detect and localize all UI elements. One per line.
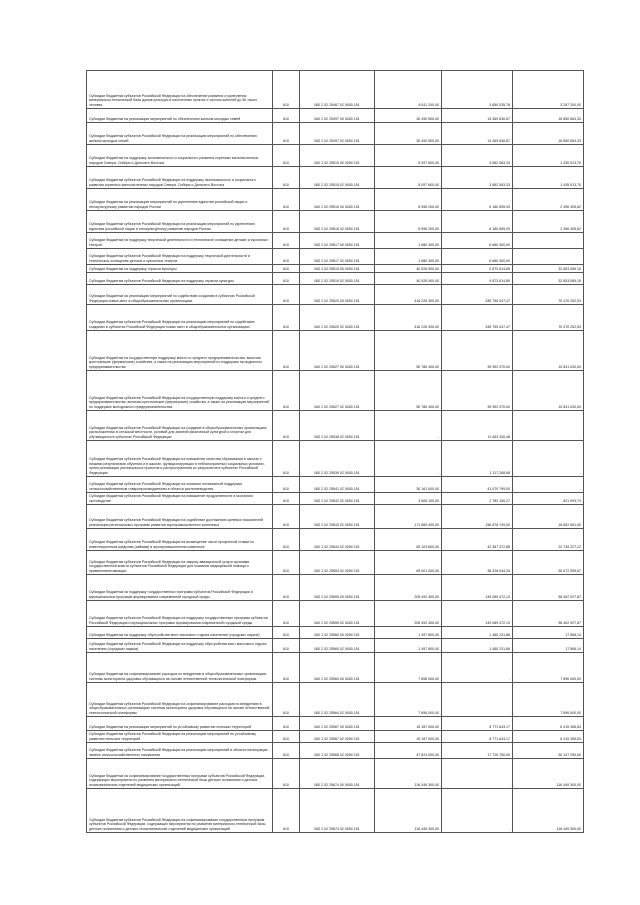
row-budget-code: 000 2 02 25527 00 0000 151 xyxy=(300,331,375,371)
row-approved-amount: 3 605 100,00 xyxy=(375,493,442,505)
row-approved-amount: 416 226 300,00 xyxy=(375,285,442,305)
row-budget-code: 000 2 02 25554 02 0000 151 xyxy=(300,551,375,575)
row-budget-code: 000 2 02 25519 00 0000 151 xyxy=(300,265,375,273)
row-admin-code: 610 xyxy=(273,683,300,717)
row-description: Субсидии бюджетам на поддержку отрасли культуры xyxy=(87,265,273,273)
table-row xyxy=(87,265,584,273)
table-row xyxy=(87,627,584,639)
table-row xyxy=(87,717,584,731)
table-row xyxy=(87,601,584,627)
row-admin-code: 610 xyxy=(273,639,300,653)
row-approved-amount: 8 611 200,00 xyxy=(375,71,442,109)
row-remaining-amount: 7 896 000,00 xyxy=(513,653,584,683)
row-approved-amount: 416 226 300,00 xyxy=(375,305,442,331)
row-approved-amount: 50 780 400,00 xyxy=(375,371,442,411)
table-row xyxy=(87,441,584,477)
table-row xyxy=(87,411,584,441)
table-row xyxy=(87,743,584,759)
row-description: Субсидии бюджетам на реализацию мероприятий по обеспечению жильем молодых семей xyxy=(87,109,273,123)
row-approved-amount: 1 497 800,00 xyxy=(375,639,442,653)
row-admin-code: 610 xyxy=(273,653,300,683)
table-row xyxy=(87,167,584,189)
row-budget-code: 000 2 02 25543 02 0000 151 xyxy=(300,505,375,529)
row-description: Субсидии бюджетам субъектов Российской Федерации на создание в общеобразовательных организациях, расположенных в сельской местности, условий для занятий физической культурой и спортом для обучающихся в субъектах Российской Федерации xyxy=(87,411,273,441)
row-remaining-amount: 3 287 200,00 xyxy=(513,71,584,109)
row-budget-code: 000 2 02 25541 02 0000 151 xyxy=(300,477,375,493)
row-admin-code: 610 xyxy=(273,285,300,305)
table-row xyxy=(87,189,584,211)
row-description: Субсидии бюджетам на поддержку творческой деятельности и техническое оснащение детских и кукольных театров xyxy=(87,233,273,249)
row-budget-code: 000 2 02 25564 02 0000 151 xyxy=(300,683,375,717)
row-approved-amount: 5 097 600,00 xyxy=(375,145,442,167)
row-admin-code: 610 xyxy=(273,189,300,211)
row-approved-amount: 15 187 000,00 xyxy=(375,717,442,731)
row-admin-code: 610 xyxy=(273,371,300,411)
row-admin-code: 610 xyxy=(273,411,300,441)
row-remaining-amount: - xyxy=(513,411,584,441)
row-budget-code: 000 2 02 25516 00 0000 151 xyxy=(300,189,375,211)
row-budget-code: 000 2 02 25544 02 0000 151 xyxy=(300,529,375,551)
row-approved-amount: 1 497 800,00 xyxy=(375,627,442,639)
row-budget-code: 000 2 02 25555 02 0000 151 xyxy=(300,601,375,627)
row-admin-code: 610 xyxy=(273,71,300,109)
row-admin-code: 610 xyxy=(273,233,300,249)
table-row xyxy=(87,731,584,743)
row-budget-code: 000 2 02 25520 00 0000 151 xyxy=(300,285,375,305)
table-row xyxy=(87,477,584,493)
row-executed-amount: 39 952 370,00 xyxy=(442,371,513,411)
row-executed-amount: 3 682 083,33 xyxy=(442,145,513,167)
row-admin-code: 610 xyxy=(273,627,300,639)
row-admin-code: 610 xyxy=(273,493,300,505)
row-description: Субсидии бюджетам субъектов Российской Федерации на реализацию мероприятий по укреплению единства российской нации и этнокультурному развитию народов России xyxy=(87,211,273,233)
row-description: Субсидии бюджетам на софинансирование расходов по внедрению в общеобразовательных организациях системы мониторинга здоровья обучающихся на основе отечественной технологической платформы xyxy=(87,653,273,683)
row-approved-amount: 8 596 200,00 xyxy=(375,189,442,211)
row-admin-code: 610 xyxy=(273,731,300,743)
row-admin-code: 610 xyxy=(273,167,300,189)
row-executed-amount: 149 089 472,13 xyxy=(442,601,513,627)
row-description: Субсидии бюджетам субъектов Российской Федерации на поддержку государственных программ субъектов Российской Федерации и муниципальных программ формирования современной городской среды xyxy=(87,601,273,627)
table-row xyxy=(87,759,584,789)
row-description: Субсидии бюджетам на поддержку государственных программ субъектов Российской Федерации и муниципальных программ формирования современной городской среды xyxy=(87,575,273,601)
row-remaining-amount: 1 435 513,70 xyxy=(513,145,584,167)
row-admin-code: 610 xyxy=(273,759,300,789)
row-description: Субсидии бюджетам субъектов Российской Федерации на поддержку экономического и социального развития коренных малочисленных народов Севера, Сибири и Дальнего Востока xyxy=(87,167,273,189)
row-remaining-amount: 16 692 651,00 xyxy=(513,505,584,529)
row-remaining-amount: 17 568,14 xyxy=(513,627,584,639)
row-approved-amount: 7 896 000,00 xyxy=(375,653,442,683)
row-admin-code: 610 xyxy=(273,529,300,551)
row-description: Субсидии бюджетам на реализацию мероприятий по содействию созданию в субъектах Российской Федерации новых мест в общеобразовательных организациях xyxy=(87,285,273,305)
row-remaining-amount xyxy=(513,249,584,265)
row-remaining-amount: 56 402 927,87 xyxy=(513,575,584,601)
row-remaining-amount: 17 568,14 xyxy=(513,639,584,653)
row-remaining-amount: 10 831 030,00 xyxy=(513,331,584,371)
row-budget-code: 000 2 02 25517 00 0000 151 xyxy=(300,233,375,249)
row-executed-amount: 39 952 370,00 xyxy=(442,331,513,371)
row-description: Субсидии бюджетам субъектов Российской Федерации на реализацию мероприятий по устойчивому развитию сельских территорий xyxy=(87,731,273,743)
row-remaining-amount: - xyxy=(513,441,584,477)
row-approved-amount: 1 680 300,00 xyxy=(375,233,442,249)
row-admin-code: 610 xyxy=(273,477,300,493)
row-executed-amount: 6 180 895,93 xyxy=(442,189,513,211)
row-approved-amount: 69 001 000,00 xyxy=(375,551,442,575)
row-remaining-amount: 7 896 000,00 xyxy=(513,683,584,717)
row-executed-amount: 6 680 300,00 xyxy=(442,249,513,265)
table-row xyxy=(87,789,584,833)
row-description: Субсидии бюджетам на реализацию мероприятий по укреплению единства российской нации и этнокультурному развитию народов России xyxy=(87,189,273,211)
row-approved-amount: 40 526 900,00 xyxy=(375,265,442,273)
row-budget-code: 000 2 02 25567 02 0000 151 xyxy=(300,731,375,743)
row-executed-amount: 6 180 895,93 xyxy=(442,211,513,233)
row-executed-amount: 9 873 814,85 xyxy=(442,273,513,285)
row-remaining-amount: 56 402 927,87 xyxy=(513,601,584,627)
row-executed-amount: 345 755 047,47 xyxy=(442,285,513,305)
row-executed-amount: - xyxy=(442,789,513,833)
row-remaining-amount: 6 415 356,83 xyxy=(513,731,584,743)
table-row xyxy=(87,233,584,249)
row-remaining-amount: 16 850 664,33 xyxy=(513,109,584,123)
row-admin-code: 610 xyxy=(273,249,300,265)
row-approved-amount: 1 680 300,00 xyxy=(375,249,442,265)
row-approved-amount: 30 490 500,00 xyxy=(375,123,442,145)
row-executed-amount: 13 469 836,87 xyxy=(442,109,513,123)
table-row xyxy=(87,305,584,331)
row-approved-amount: 30 161 000,00 xyxy=(375,477,442,493)
row-remaining-amount: 2 396 305,62 xyxy=(513,189,584,211)
table-row xyxy=(87,529,584,551)
row-approved-amount: 205 492 400,00 xyxy=(375,601,442,627)
table-row xyxy=(87,575,584,601)
table-row xyxy=(87,653,584,683)
row-admin-code: 610 xyxy=(273,743,300,759)
row-executed-amount: 149 089 472,13 xyxy=(442,575,513,601)
row-executed-amount: 3 682 083,33 xyxy=(442,167,513,189)
row-approved-amount: 5 097 600,00 xyxy=(375,167,442,189)
row-remaining-amount: 32 653 085,15 xyxy=(513,265,584,273)
row-approved-amount: 171 569 400,00 xyxy=(375,505,442,529)
table-row xyxy=(87,371,584,411)
row-approved-amount: 116 449 300,00 xyxy=(375,789,442,833)
row-budget-code: 000 2 02 25527 02 0000 151 xyxy=(300,371,375,411)
row-admin-code: 610 xyxy=(273,575,300,601)
row-approved-amount: 30 490 500,00 xyxy=(375,109,442,123)
row-approved-amount: - xyxy=(375,441,442,477)
row-executed-amount: 156 876 749,00 xyxy=(442,505,513,529)
row-executed-amount: 13 469 836,87 xyxy=(442,123,513,145)
row-remaining-amount: 30 147 250,00 xyxy=(513,743,584,759)
row-budget-code: 000 2 02 25497 00 0000 151 xyxy=(300,109,375,123)
row-admin-code: 610 xyxy=(273,505,300,529)
row-executed-amount: 1 480 231,86 xyxy=(442,639,513,653)
row-budget-code: 000 2 02 25542 02 0000 151 xyxy=(300,493,375,505)
row-budget-code: 000 2 02 25560 00 0000 151 xyxy=(300,627,375,639)
row-remaining-amount: 6 415 356,83 xyxy=(513,717,584,731)
row-description: Субсидии бюджетам субъектов Российской Федерации на государственную поддержку малого и среднего предпринимательства, включая крестьянские (фермерские) хозяйства, а также на реализацию мероприятий по поддержке молодежного предпринимательства xyxy=(87,371,273,411)
row-budget-code: 000 2 02 25568 02 0000 151 xyxy=(300,743,375,759)
table-row xyxy=(87,249,584,265)
row-description: Субсидии бюджетам субъектов Российской Федерации на повышение продуктивности в молочном скотоводстве xyxy=(87,493,273,505)
row-remaining-amount: 32 653 085,15 xyxy=(513,273,584,285)
row-admin-code: 610 xyxy=(273,145,300,167)
row-budget-code: 000 2 02 25674 00 0000 151 xyxy=(300,759,375,789)
row-executed-amount: 345 755 047,47 xyxy=(442,305,513,331)
row-approved-amount: 7 896 000,00 xyxy=(375,683,442,717)
row-executed-amount: 9 873 814,85 xyxy=(442,265,513,273)
table-row xyxy=(87,639,584,653)
row-remaining-amount: 22 736 227,12 xyxy=(513,529,584,551)
row-approved-amount: 8 596 200,00 xyxy=(375,211,442,233)
row-description: Субсидии бюджетам субъектов Российской Федерации на софинансирование государственных программ субъектов Российской Федерации, содержащих мероприятия по развитию материально-технической базы детских поликлиник и детских поликлинических отделений медицинских организаций xyxy=(87,789,273,833)
row-description: Субсидии бюджетам на поддержку обустройства мест массового отдыха населения (городских парков) xyxy=(87,627,273,639)
row-executed-amount: 1 480 231,86 xyxy=(442,627,513,639)
row-budget-code: 000 2 02 25674 02 0000 151 xyxy=(300,789,375,833)
table-row xyxy=(87,505,584,529)
row-approved-amount: 205 492 400,00 xyxy=(375,575,442,601)
row-executed-amount: 38 328 044,33 xyxy=(442,551,513,575)
row-executed-amount: 41 079 799,00 xyxy=(442,477,513,493)
row-budget-code: 000 2 02 25517 02 0000 151 xyxy=(300,249,375,265)
row-admin-code: 610 xyxy=(273,331,300,371)
row-executed-amount: 17 726 750,00 xyxy=(442,743,513,759)
table-row xyxy=(87,493,584,505)
row-executed-amount: 1 117 268,68 xyxy=(442,441,513,477)
row-budget-code: 000 2 02 25515 02 0000 151 xyxy=(300,167,375,189)
table-row xyxy=(87,123,584,145)
table-row xyxy=(87,145,584,167)
row-remaining-amount xyxy=(513,233,584,249)
row-approved-amount: 15 187 000,00 xyxy=(375,731,442,743)
row-approved-amount: 116 449 300,00 xyxy=(375,759,442,789)
row-budget-code: 000 2 02 25497 02 0000 151 xyxy=(300,123,375,145)
row-description: Субсидии бюджетам на софинансирование государственных программ субъектов Российской Федерации, содержащих мероприятия по развитию материально-технической базы детских поликлиник и детских поликлинических отделений медицинских организаций xyxy=(87,759,273,789)
row-description: Субсидии бюджетам субъектов Российской Федерации на поддержку обустройства мест массового отдыха населения (городских парков) xyxy=(87,639,273,653)
row-description: Субсидии бюджетам субъектов Российской Федерации на повышение качества образования в школах с низкими результатами обучения и в школах, функционирующих в неблагоприятных социальных условиях, путем реализации региональных проектов и распространения их результатов в субъектах Российской Федерации xyxy=(87,441,273,477)
row-description: Субсидии бюджетам субъектов Российской Федерации на софинансирование расходов по внедрению в общеобразовательных организациях системы мониторинга здоровья обучающихся на основе отечественной технологической платформы xyxy=(87,683,273,717)
row-admin-code: 610 xyxy=(273,441,300,477)
row-budget-code: 000 2 02 25519 02 0000 151 xyxy=(300,273,375,285)
row-description: Субсидии бюджетам на реализацию мероприятий по устойчивому развитию сельских территорий xyxy=(87,717,273,731)
row-executed-amount: - xyxy=(442,653,513,683)
row-description: Субсидии бюджетам субъектов Российской Федерации на содействие достижению целевых показателей реализации региональных программ развития агропромышленного комплекса xyxy=(87,505,273,529)
row-admin-code: 610 xyxy=(273,551,300,575)
row-description: Субсидии бюджетам субъектов Российской Федерации на оказание несвязанной поддержки сельскохозяйственным товаропроизводителям в области растениеводства xyxy=(87,477,273,493)
row-executed-amount: 2 783 106,27 xyxy=(442,493,513,505)
row-approved-amount: - xyxy=(375,411,442,441)
row-admin-code: 610 xyxy=(273,717,300,731)
report-page xyxy=(86,70,581,833)
row-approved-amount: 47 824 000,00 xyxy=(375,743,442,759)
row-description: Субсидии бюджетам на поддержку экономического и социального развития коренных малочисленных народов Севера, Сибири и Дальнего Востока xyxy=(87,145,273,167)
row-admin-code: 610 xyxy=(273,305,300,331)
row-remaining-amount: 116 449 300,00 xyxy=(513,789,584,833)
table-row xyxy=(87,683,584,717)
row-remaining-amount: 70 470 252,53 xyxy=(513,285,584,305)
row-remaining-amount: 16 850 664,33 xyxy=(513,123,584,145)
row-budget-code: 000 2 02 25538 02 0000 151 xyxy=(300,411,375,441)
row-executed-amount: 6 680 300,00 xyxy=(442,233,513,249)
row-admin-code: 610 xyxy=(273,265,300,273)
table-body xyxy=(87,71,584,833)
row-description: Субсидии бюджетам субъектов Российской Федерации на реализацию мероприятий в области мелиорации земель сельскохозяйственного назначения xyxy=(87,743,273,759)
row-executed-amount: - xyxy=(442,683,513,717)
row-remaining-amount: 10 831 030,00 xyxy=(513,371,584,411)
row-executed-amount: - xyxy=(442,759,513,789)
row-remaining-amount: 821 993,73 xyxy=(513,493,584,505)
row-approved-amount: 50 780 400,00 xyxy=(375,331,442,371)
row-admin-code: 610 xyxy=(273,109,300,123)
row-admin-code: 610 xyxy=(273,211,300,233)
row-approved-amount: 65 103 600,00 xyxy=(375,529,442,551)
row-remaining-amount: 1 435 513,70 xyxy=(513,167,584,189)
row-executed-amount: 8 771 643,17 xyxy=(442,717,513,731)
table-row xyxy=(87,211,584,233)
row-description: Субсидии бюджетам субъектов Российской Федерации на реализацию мероприятий по обеспечению жильем молодых семей xyxy=(87,123,273,145)
table-row xyxy=(87,109,584,123)
row-remaining-amount: 70 470 252,53 xyxy=(513,305,584,331)
row-budget-code: 000 2 02 25539 02 0000 151 xyxy=(300,441,375,477)
row-remaining-amount: 30 672 955,67 xyxy=(513,551,584,575)
row-executed-amount: 11 463 200,48 xyxy=(442,411,513,441)
row-budget-code: 000 2 02 25564 00 0000 151 xyxy=(300,653,375,683)
row-budget-code: 000 2 02 25560 02 0000 151 xyxy=(300,639,375,653)
table-row xyxy=(87,331,584,371)
row-budget-code: 000 2 02 25567 00 0000 151 xyxy=(300,717,375,731)
row-remaining-amount: 116 449 300,00 xyxy=(513,759,584,789)
row-description: Субсидии бюджетам субъектов Российской Федерации на возмещение части процентной ставки по инвестиционным кредитам (займам) в агропромышленном комплексе xyxy=(87,529,273,551)
table-row xyxy=(87,71,584,109)
row-description: Субсидии бюджетам субъектов Российской Федерации на обеспечение развития и укрепления материально-технической базы домов культуры в населенных пунктах с числом жителей до 50 тысяч человек xyxy=(87,71,273,109)
row-description: Субсидии бюджетам субъектов Российской Федерации на реализацию мероприятий по содействию созданию в субъектах Российской Федерации новых мест в общеобразовательных организациях xyxy=(87,305,273,331)
row-remaining-amount: 2 396 305,62 xyxy=(513,211,584,233)
row-description: Субсидии бюджетам на государственную поддержку малого и среднего предпринимательства, включая крестьянские (фермерские) хозяйства, а также на реализацию мероприятий по поддержке молодежного предпринимательства xyxy=(87,331,273,371)
row-budget-code: 000 2 02 25467 02 0000 151 xyxy=(300,71,375,109)
subsidies-table xyxy=(86,70,584,833)
row-budget-code: 000 2 02 25515 00 0000 151 xyxy=(300,145,375,167)
row-budget-code: 000 2 02 25520 02 0000 151 xyxy=(300,305,375,331)
table-row xyxy=(87,285,584,305)
row-admin-code: 610 xyxy=(273,789,300,833)
row-admin-code: 610 xyxy=(273,601,300,627)
row-description: Субсидии бюджетам субъектов Российской Федерации на поддержку творческой деятельности и техническое оснащение детских и кукольных театров xyxy=(87,249,273,265)
row-approved-amount: 40 526 900,00 xyxy=(375,273,442,285)
row-executed-amount: 8 771 643,17 xyxy=(442,731,513,743)
row-description: Субсидии бюджетам субъектов Российской Федерации на закупку авиационной услуги органами государственной власти субъектов Российской Федерации для оказания медицинской помощи с применением авиации xyxy=(87,551,273,575)
row-budget-code: 000 2 02 25555 00 0000 151 xyxy=(300,575,375,601)
row-description: Субсидии бюджетам субъектов Российской Федерации на поддержку отрасли культуры xyxy=(87,273,273,285)
table-row xyxy=(87,273,584,285)
row-admin-code: 610 xyxy=(273,123,300,145)
table-row xyxy=(87,551,584,575)
row-remaining-amount: - xyxy=(513,477,584,493)
row-budget-code: 000 2 02 25516 02 0000 151 xyxy=(300,211,375,233)
row-admin-code: 610 xyxy=(273,273,300,285)
row-executed-amount: 3 650 035,78 xyxy=(442,71,513,109)
row-executed-amount: 42 367 372,88 xyxy=(442,529,513,551)
